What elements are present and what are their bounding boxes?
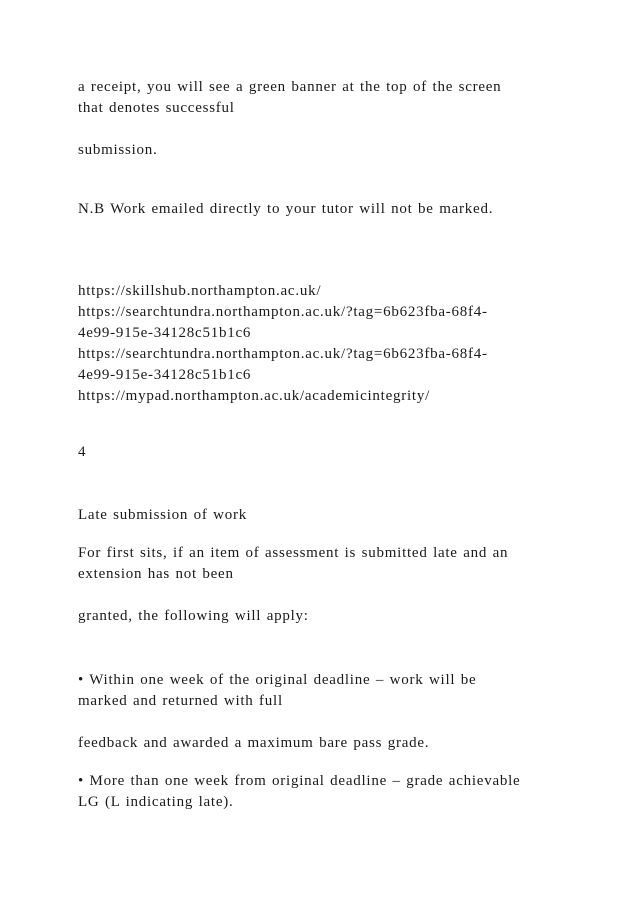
nb-notice <box>78 199 493 220</box>
page-number <box>78 442 86 463</box>
text-line: For first sits, if an item of assessment is submitted late and an <box>78 545 509 561</box>
link-searchtundra-1-cont[interactable]: 4e99-915e-34128c51b1c6 <box>78 325 252 341</box>
text-line: • More than one week from original deadline – grade achievable <box>78 773 521 789</box>
first-sits-paragraph <box>78 543 508 585</box>
text-line: LG (L indicating late). <box>78 794 234 810</box>
link-skillshub[interactable]: https://skillshub.northampton.ac.uk/ <box>78 283 322 299</box>
link-searchtundra-1[interactable]: https://searchtundra.northampton.ac.uk/?tag=6b623fba-68f4- <box>78 304 488 320</box>
text-line: feedback and awarded a maximum bare pass grade. <box>78 735 430 751</box>
text-line: submission. <box>78 142 158 158</box>
text-line: • Within one week of the original deadline – work will be <box>78 672 477 688</box>
text-line: granted, the following will apply: <box>78 608 309 624</box>
feedback-paragraph <box>78 733 429 754</box>
granted-paragraph <box>78 606 309 627</box>
text-line: extension has not been <box>78 566 234 582</box>
page-number-text: 4 <box>78 444 87 460</box>
receipt-paragraph <box>78 77 501 119</box>
section-heading <box>78 505 247 526</box>
text-line: a receipt, you will see a green banner at the top of the screen <box>78 79 502 95</box>
link-list <box>78 281 488 407</box>
submission-paragraph <box>78 140 158 161</box>
link-searchtundra-2[interactable]: https://searchtundra.northampton.ac.uk/?tag=6b623fba-68f4- <box>78 346 488 362</box>
text-line: marked and returned with full <box>78 693 283 709</box>
late-submission-heading: Late submission of work <box>78 507 247 523</box>
bullet-within-one-week <box>78 670 476 712</box>
link-academic-integrity[interactable]: https://mypad.northampton.ac.uk/academicintegrity/ <box>78 388 431 404</box>
bullet-more-than-one-week <box>78 771 520 813</box>
link-searchtundra-2-cont[interactable]: 4e99-915e-34128c51b1c6 <box>78 367 252 383</box>
text-line: that denotes successful <box>78 100 235 116</box>
text-line: N.B Work emailed directly to your tutor will not be marked. <box>78 201 494 217</box>
